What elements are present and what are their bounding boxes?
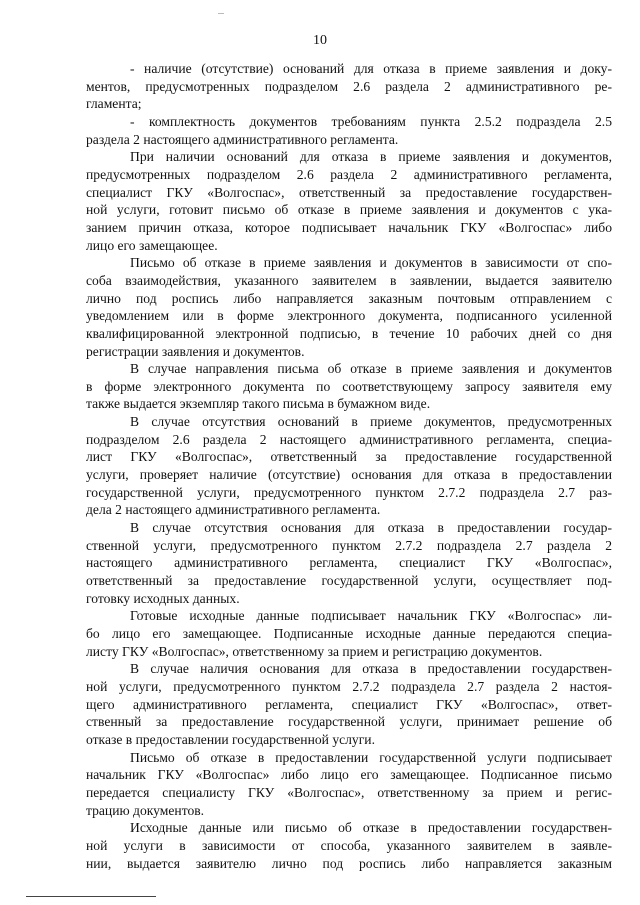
- text-line: ной услуги, готовит письмо об отказе в приеме заявления и документов с ука-: [86, 202, 612, 218]
- footnote-rule: [26, 896, 156, 897]
- text-line: ственный за предоставление государственной услуги, принимает решение об: [86, 714, 612, 730]
- text-line: в форме электронного документа по соответствующему запросу заявителя ему: [86, 378, 612, 394]
- text-line: дела 2 настоящего административного регламента.: [86, 502, 381, 518]
- text-line: лично под роспись либо направляется заказным почтовым отправлением с: [86, 290, 612, 306]
- text-line: ной услуги, предусмотренного пунктом 2.7.2 подраздела 2.7 раздела 2 настоя-: [86, 678, 612, 694]
- text-line: Письмо об отказе в предоставлении государственной услуги подписывает: [130, 749, 612, 765]
- text-line: Письмо об отказе в приеме заявления и документов в зависимости от спо-: [130, 255, 612, 271]
- text-line: ной услуги в зависимости от способа, указанного заявителем в заявле-: [86, 837, 612, 853]
- text-line: - комплектность документов требованиям пункта 2.5.2 подраздела 2.5: [130, 113, 612, 129]
- text-line: В случае отсутствия оснований в приеме документов, предусмотренных: [130, 414, 612, 430]
- text-line: предусмотренных подразделом 2.6 раздела 2 административного регламента,: [86, 166, 612, 182]
- text-line: готовку исходных данных.: [86, 590, 240, 606]
- body-text: [86, 60, 612, 872]
- page-number: 10: [313, 33, 327, 48]
- text-line: регистрации заявления и документов.: [86, 343, 305, 359]
- text-line: государственной услуги, предусмотренного пунктом 2.7.2 подраздела 2.7 раз-: [86, 484, 612, 500]
- text-line: нии, выдается заявителю лично под роспись либо направляется заказным: [86, 855, 612, 871]
- text-line: ментов, предусмотренных подразделом 2.6 раздела 2 административного ре-: [86, 78, 612, 94]
- text-line: раздела 2 настоящего административного регламента.: [86, 131, 399, 147]
- text-line: также выдается экземпляр такого письма в бумажном виде.: [86, 396, 431, 412]
- text-line: В случае наличия основания для отказа в предоставлении государствен-: [130, 661, 612, 677]
- text-line: лицо его замещающее.: [86, 237, 218, 253]
- text-line: ственной услуги, предусмотренного пунктом 2.7.2 подраздела 2.7 раздела 2: [86, 537, 612, 553]
- text-line: квалифицированной электронной подписью, в течение 10 рабочих дней со дня: [86, 325, 612, 341]
- text-line: гламента;: [86, 96, 142, 112]
- text-line: листу ГКУ «Волгоспас», ответственному за прием и регистрацию документов.: [86, 643, 543, 659]
- text-line: передается специалисту ГКУ «Волгоспас», ответственному за прием и регис-: [86, 784, 612, 800]
- text-line: При наличии оснований для отказа в приеме заявления и документов,: [130, 149, 612, 165]
- text-line: В случае направления письма об отказе в приеме заявления и документов: [130, 361, 612, 377]
- text-line: щего административного регламента, специалист ГКУ «Волгоспас», ответ-: [86, 696, 612, 712]
- text-line: соба взаимодействия, указанного заявителем в заявлении, выдается заявителю: [86, 272, 612, 288]
- text-line: Исходные данные или письмо об отказе в предоставлении государствен-: [130, 820, 612, 836]
- text-line: подразделом 2.6 раздела 2 настоящего административного регламента, специа-: [86, 431, 612, 447]
- text-line: - наличие (отсутствие) оснований для отказа в приеме заявления и доку-: [130, 61, 612, 76]
- text-line: занием причин отказа, которое подписывает начальник ГКУ «Волгоспас» либо: [86, 219, 612, 235]
- text-line: бо лицо его замещающее. Подписанные исходные данные передаются специа-: [86, 626, 612, 641]
- text-line: лист ГКУ «Волгоспас», ответственный за предоставление государственной: [86, 449, 612, 465]
- text-line: ответственный за предоставление государственной услуги, осуществляет под-: [86, 573, 612, 589]
- text-line: услуги, проверяет наличие (отсутствие) основания для отказа в предоставлении: [86, 467, 612, 483]
- text-line: отказе в предоставлении государственной услуги.: [86, 731, 375, 747]
- text-line: В случае отсутствия основания для отказа в предоставлении государ-: [130, 520, 612, 536]
- text-line: уведомлением или в форме электронного документа, подписанного усиленной: [86, 308, 612, 324]
- text-line: трацию документов.: [86, 802, 205, 818]
- scan-mark: [218, 13, 224, 14]
- text-line: начальник ГКУ «Волгоспас» либо лицо его замещающее. Подписанное письмо: [86, 767, 612, 783]
- text-line: специалист ГКУ «Волгоспас», ответственный за предоставление государствен-: [86, 184, 612, 200]
- text-line: настоящего административного регламента, специалист ГКУ «Волгоспас»,: [86, 555, 612, 571]
- text-line: Готовые исходные данные подписывает начальник ГКУ «Волгоспас» ли-: [130, 608, 612, 624]
